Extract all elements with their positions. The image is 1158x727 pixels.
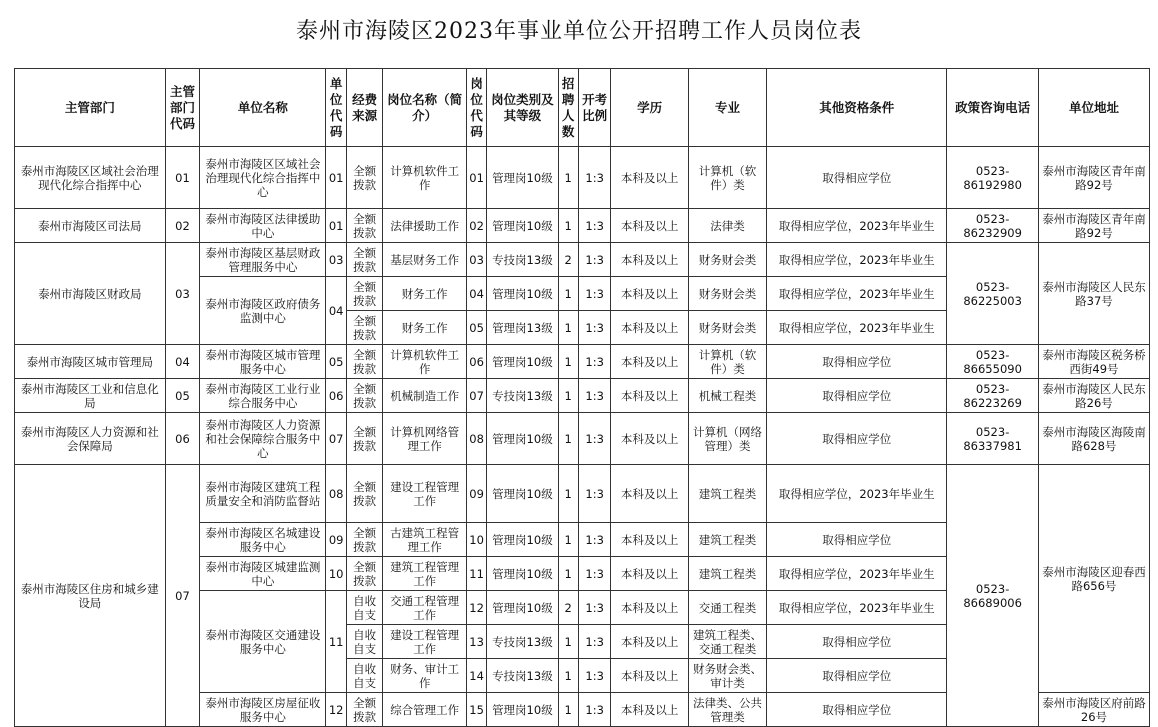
exam-ratio: 1:3	[578, 311, 611, 345]
post-name: 建设工程管理工作	[383, 465, 466, 523]
post-category: 专技岗13级	[487, 379, 558, 413]
other-conditions: 取得相应学位	[767, 345, 947, 379]
hire-count: 1	[558, 625, 578, 659]
hire-count: 1	[558, 345, 578, 379]
post-category: 管理岗10级	[487, 209, 558, 243]
department-name: 泰州市海陵区司法局	[15, 209, 166, 243]
funding-source: 自收自支	[346, 625, 383, 659]
post-code: 07	[466, 379, 486, 413]
exam-ratio: 1:3	[578, 557, 611, 591]
major: 机械工程类	[688, 379, 766, 413]
col-header: 单位地址	[1038, 69, 1149, 147]
funding-source: 自收自支	[346, 659, 383, 693]
post-code: 06	[466, 345, 486, 379]
major: 财务财会类	[688, 277, 766, 311]
other-conditions: 取得相应学位	[767, 659, 947, 693]
department-code: 03	[165, 243, 200, 345]
major: 财务财会类	[688, 243, 766, 277]
other-conditions: 取得相应学位	[767, 413, 947, 465]
education: 本科及以上	[611, 345, 688, 379]
education: 本科及以上	[611, 591, 688, 625]
funding-source: 全额拨款	[346, 465, 383, 523]
unit-address: 泰州市海陵区青年南路92号	[1038, 209, 1149, 243]
col-header: 主管部门	[15, 69, 166, 147]
unit-code: 06	[326, 379, 346, 413]
other-conditions: 取得相应学位	[767, 523, 947, 557]
unit-name: 泰州市海陵区交通建设服务中心	[200, 591, 326, 693]
post-name: 综合管理工作	[383, 693, 466, 727]
col-header: 专业	[688, 69, 766, 147]
col-header: 开考比例	[578, 69, 611, 147]
table-row	[15, 413, 1150, 465]
table-row	[15, 243, 1150, 277]
col-header: 单位名称	[200, 69, 326, 147]
table-body	[15, 147, 1150, 727]
hire-count: 1	[558, 465, 578, 523]
post-code: 04	[466, 277, 486, 311]
policy-phone: 0523-86192980	[947, 147, 1039, 209]
hire-count: 1	[558, 379, 578, 413]
post-name: 财务工作	[383, 311, 466, 345]
post-name: 法律援助工作	[383, 209, 466, 243]
col-header: 其他资格条件	[767, 69, 947, 147]
department-name: 泰州市海陵区住房和城乡建设局	[15, 465, 166, 727]
unit-code: 04	[326, 277, 346, 345]
unit-name: 泰州市海陵区人力资源和社会保障综合服务中心	[200, 413, 326, 465]
education: 本科及以上	[611, 523, 688, 557]
major: 计算机（网络管理）类	[688, 413, 766, 465]
post-category: 管理岗13级	[487, 311, 558, 345]
other-conditions: 取得相应学位	[767, 147, 947, 209]
hire-count: 1	[558, 311, 578, 345]
education: 本科及以上	[611, 209, 688, 243]
post-name: 古建筑工程管理工作	[383, 523, 466, 557]
education: 本科及以上	[611, 625, 688, 659]
unit-code: 03	[326, 243, 346, 277]
department-name: 泰州市海陵区财政局	[15, 243, 166, 345]
exam-ratio: 1:3	[578, 465, 611, 523]
major: 财务财会类、审计类	[688, 659, 766, 693]
major: 法律类、公共管理类	[688, 693, 766, 727]
post-name: 建筑工程管理工作	[383, 557, 466, 591]
post-code: 12	[466, 591, 486, 625]
post-name: 建设工程管理工作	[383, 625, 466, 659]
major: 建筑工程类	[688, 557, 766, 591]
col-header: 岗位代码	[466, 69, 486, 147]
exam-ratio: 1:3	[578, 413, 611, 465]
post-category: 管理岗10级	[487, 147, 558, 209]
funding-source: 全额拨款	[346, 413, 383, 465]
unit-name: 泰州市海陵区城建监测中心	[200, 557, 326, 591]
col-header: 经费来源	[346, 69, 383, 147]
header-row	[15, 69, 1150, 147]
major: 计算机（软件）类	[688, 345, 766, 379]
other-conditions: 取得相应学位，2023年毕业生	[767, 277, 947, 311]
hire-count: 1	[558, 413, 578, 465]
post-category: 专技岗13级	[487, 243, 558, 277]
education: 本科及以上	[611, 277, 688, 311]
post-category: 管理岗10级	[487, 523, 558, 557]
department-code: 01	[165, 147, 200, 209]
recruitment-table	[14, 68, 1150, 727]
department-code: 02	[165, 209, 200, 243]
table-row	[15, 379, 1150, 413]
other-conditions: 取得相应学位	[767, 625, 947, 659]
hire-count: 1	[558, 557, 578, 591]
funding-source: 全额拨款	[346, 557, 383, 591]
post-name: 计算机网络管理工作	[383, 413, 466, 465]
post-name: 交通工程管理工作	[383, 591, 466, 625]
post-code: 10	[466, 523, 486, 557]
unit-address: 泰州市海陵区海陵南路628号	[1038, 413, 1149, 465]
post-category: 管理岗10级	[487, 693, 558, 727]
post-code: 14	[466, 659, 486, 693]
other-conditions: 取得相应学位，2023年毕业生	[767, 465, 947, 523]
unit-code: 09	[326, 523, 346, 557]
unit-address: 泰州市海陵区府前路26号	[1038, 693, 1149, 727]
page-title: 泰州市海陵区2023年事业单位公开招聘工作人员岗位表	[296, 19, 862, 44]
exam-ratio: 1:3	[578, 659, 611, 693]
education: 本科及以上	[611, 465, 688, 523]
department-name: 泰州市海陵区工业和信息化局	[15, 379, 166, 413]
col-header: 主管部门代码	[165, 69, 200, 147]
exam-ratio: 1:3	[578, 243, 611, 277]
unit-name: 泰州市海陵区区域社会治理现代化综合指挥中心	[200, 147, 326, 209]
policy-phone: 0523-86225003	[947, 243, 1039, 345]
other-conditions: 取得相应学位，2023年毕业生	[767, 557, 947, 591]
post-code: 15	[466, 693, 486, 727]
exam-ratio: 1:3	[578, 693, 611, 727]
department-name: 泰州市海陵区区域社会治理现代化综合指挥中心	[15, 147, 166, 209]
unit-name: 泰州市海陵区法律援助中心	[200, 209, 326, 243]
department-code: 05	[165, 379, 200, 413]
post-name: 财务、审计工作	[383, 659, 466, 693]
other-conditions: 取得相应学位，2023年毕业生	[767, 243, 947, 277]
table-row	[15, 345, 1150, 379]
major: 法律类	[688, 209, 766, 243]
education: 本科及以上	[611, 693, 688, 727]
department-name: 泰州市海陵区城市管理局	[15, 345, 166, 379]
education: 本科及以上	[611, 379, 688, 413]
post-name: 基层财务工作	[383, 243, 466, 277]
policy-phone: 0523-86232909	[947, 209, 1039, 243]
unit-name: 泰州市海陵区名城建设服务中心	[200, 523, 326, 557]
education: 本科及以上	[611, 147, 688, 209]
unit-name: 泰州市海陵区政府债务监测中心	[200, 277, 326, 345]
hire-count: 2	[558, 243, 578, 277]
exam-ratio: 1:3	[578, 379, 611, 413]
unit-code: 11	[326, 591, 346, 693]
exam-ratio: 1:3	[578, 625, 611, 659]
major: 计算机（软件）类	[688, 147, 766, 209]
other-conditions: 取得相应学位，2023年毕业生	[767, 591, 947, 625]
unit-address: 泰州市海陵区迎春西路656号	[1038, 465, 1149, 693]
unit-name: 泰州市海陵区工业行业综合服务中心	[200, 379, 326, 413]
hire-count: 1	[558, 209, 578, 243]
unit-name: 泰州市海陵区基层财政管理服务中心	[200, 243, 326, 277]
funding-source: 全额拨款	[346, 379, 383, 413]
exam-ratio: 1:3	[578, 209, 611, 243]
other-conditions: 取得相应学位，2023年毕业生	[767, 311, 947, 345]
hire-count: 1	[558, 693, 578, 727]
unit-name: 泰州市海陵区城市管理服务中心	[200, 345, 326, 379]
unit-code: 01	[326, 209, 346, 243]
col-header: 岗位类别及其等级	[487, 69, 558, 147]
policy-phone: 0523-86689006	[947, 465, 1039, 727]
unit-code: 08	[326, 465, 346, 523]
post-category: 专技岗13级	[487, 659, 558, 693]
post-code: 02	[466, 209, 486, 243]
unit-address: 泰州市海陵区青年南路92号	[1038, 147, 1149, 209]
post-category: 专技岗13级	[487, 625, 558, 659]
post-code: 01	[466, 147, 486, 209]
unit-name: 泰州市海陵区房屋征收服务中心	[200, 693, 326, 727]
unit-name: 泰州市海陵区建筑工程质量安全和消防监督站	[200, 465, 326, 523]
funding-source: 全额拨款	[346, 277, 383, 311]
post-category: 管理岗10级	[487, 345, 558, 379]
education: 本科及以上	[611, 311, 688, 345]
post-name: 机械制造工作	[383, 379, 466, 413]
policy-phone: 0523-86337981	[947, 413, 1039, 465]
other-conditions: 取得相应学位，2023年毕业生	[767, 209, 947, 243]
unit-code: 12	[326, 693, 346, 727]
education: 本科及以上	[611, 557, 688, 591]
post-code: 13	[466, 625, 486, 659]
exam-ratio: 1:3	[578, 147, 611, 209]
unit-code: 10	[326, 557, 346, 591]
hire-count: 1	[558, 277, 578, 311]
post-code: 09	[466, 465, 486, 523]
table-row	[15, 147, 1150, 209]
funding-source: 全额拨款	[346, 209, 383, 243]
major: 财务财会类	[688, 311, 766, 345]
col-header: 岗位名称（简介）	[383, 69, 466, 147]
funding-source: 全额拨款	[346, 523, 383, 557]
col-header: 政策咨询电话	[947, 69, 1039, 147]
unit-code: 01	[326, 147, 346, 209]
post-code: 11	[466, 557, 486, 591]
post-name: 计算机软件工作	[383, 345, 466, 379]
major: 交通工程类	[688, 591, 766, 625]
other-conditions: 取得相应学位	[767, 379, 947, 413]
post-code: 03	[466, 243, 486, 277]
unit-address: 泰州市海陵区人民东路37号	[1038, 243, 1149, 345]
funding-source: 全额拨款	[346, 345, 383, 379]
funding-source: 全额拨款	[346, 243, 383, 277]
post-name: 计算机软件工作	[383, 147, 466, 209]
major: 建筑工程类	[688, 523, 766, 557]
hire-count: 1	[558, 659, 578, 693]
unit-code: 07	[326, 413, 346, 465]
post-category: 管理岗10级	[487, 557, 558, 591]
policy-phone: 0523-86223269	[947, 379, 1039, 413]
post-category: 管理岗10级	[487, 465, 558, 523]
education: 本科及以上	[611, 413, 688, 465]
exam-ratio: 1:3	[578, 523, 611, 557]
unit-code: 05	[326, 345, 346, 379]
unit-address: 泰州市海陵区人民东路26号	[1038, 379, 1149, 413]
hire-count: 1	[558, 523, 578, 557]
major: 建筑工程类、交通工程类	[688, 625, 766, 659]
funding-source: 全额拨款	[346, 693, 383, 727]
department-code: 06	[165, 413, 200, 465]
hire-count: 1	[558, 147, 578, 209]
table-row	[15, 209, 1150, 243]
other-conditions: 取得相应学位	[767, 693, 947, 727]
post-name: 财务工作	[383, 277, 466, 311]
funding-source: 全额拨款	[346, 147, 383, 209]
col-header: 学历	[611, 69, 688, 147]
post-code: 05	[466, 311, 486, 345]
hire-count: 2	[558, 591, 578, 625]
unit-address: 泰州市海陵区税务桥西街49号	[1038, 345, 1149, 379]
post-category: 管理岗10级	[487, 277, 558, 311]
department-name: 泰州市海陵区人力资源和社会保障局	[15, 413, 166, 465]
exam-ratio: 1:3	[578, 277, 611, 311]
department-code: 04	[165, 345, 200, 379]
major: 建筑工程类	[688, 465, 766, 523]
table-row	[15, 465, 1150, 523]
funding-source: 自收自支	[346, 591, 383, 625]
department-code: 07	[165, 465, 200, 727]
col-header: 招聘人数	[558, 69, 578, 147]
exam-ratio: 1:3	[578, 345, 611, 379]
policy-phone: 0523-86655090	[947, 345, 1039, 379]
col-header: 单位代码	[326, 69, 346, 147]
post-category: 管理岗10级	[487, 591, 558, 625]
education: 本科及以上	[611, 659, 688, 693]
funding-source: 全额拨款	[346, 311, 383, 345]
exam-ratio: 1:3	[578, 591, 611, 625]
post-code: 08	[466, 413, 486, 465]
post-category: 管理岗10级	[487, 413, 558, 465]
education: 本科及以上	[611, 243, 688, 277]
